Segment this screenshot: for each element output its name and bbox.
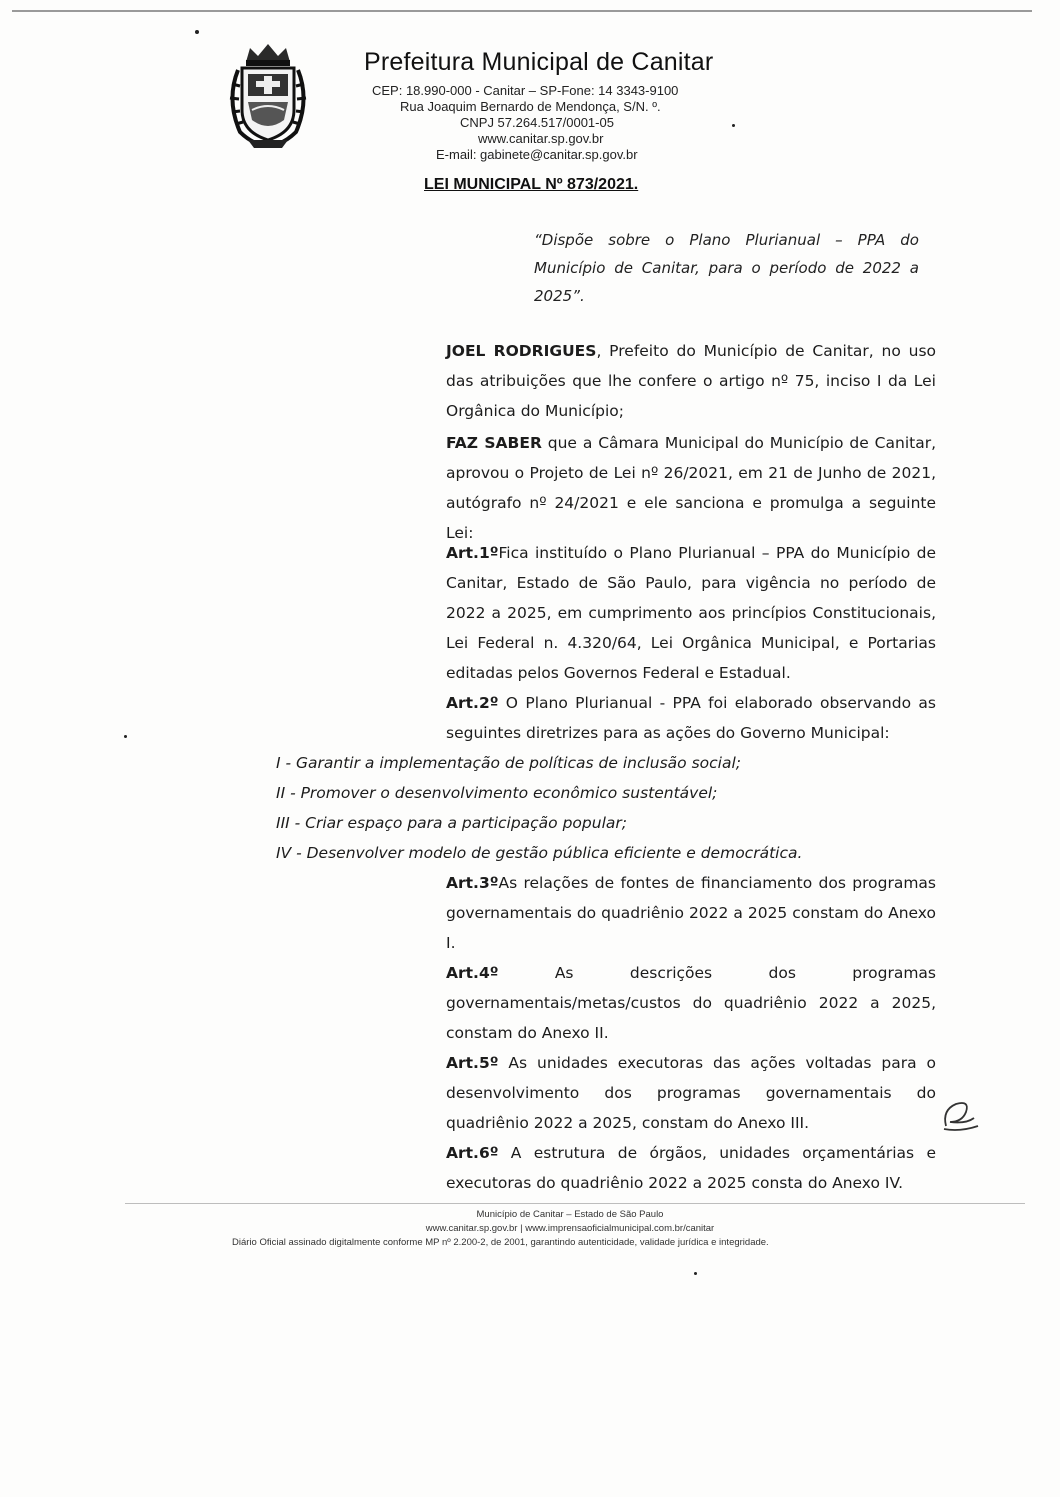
top-rule — [12, 10, 1032, 12]
address-line-cep: CEP: 18.990-000 - Canitar – SP-Fone: 14 3343-9100 — [372, 83, 679, 98]
article-6-label: Art.6º — [446, 1144, 499, 1162]
article-5-text: As unidades executoras das ações voltadas para o desenvolvimento dos programas governamentais do quadriênio 2022 a 2025, constam do Anexo III. — [446, 1054, 936, 1132]
article-1 — [216, 538, 936, 688]
org-name: Prefeitura Municipal de Canitar — [364, 48, 714, 76]
article-5-label: Art.5º — [446, 1054, 499, 1072]
preamble-paragraph — [216, 336, 936, 426]
articles — [216, 538, 936, 1198]
footer-municipality: Município de Canitar – Estado de São Paulo — [476, 1209, 664, 1220]
article-4-label: Art.4º — [446, 964, 499, 982]
article-1-text: Fica instituído o Plano Plurianual – PPA do Município de Canitar, Estado de São Paulo, para vigência no período de 2022 a 2025, em cumprimento aos princípios Constitucionais, Lei Federal n. 4.320/64, Lei Orgânica Municipal, e Portarias editadas pelos Governos Federal e Estadual. — [446, 544, 936, 682]
preamble-text: , Prefeito do Município de Canitar, no uso das atribuições que lhe confere o artigo nº 75, inciso I da Lei Orgânica do Município; — [446, 342, 937, 420]
law-ementa: “Dispõe sobre o Plano Plurianual – PPA do Município de Canitar, para o período de 2022 a 2025”. — [534, 231, 919, 305]
article-3 — [216, 868, 936, 958]
directive-item: IV - Desenvolver modelo de gestão pública eficiente e democrática. — [276, 844, 803, 862]
footer-links: www.canitar.sp.gov.br | www.imprensaoficialmunicipal.com.br/canitar — [425, 1223, 715, 1234]
mayor-name: JOEL RODRIGUES — [446, 342, 597, 360]
scan-speck — [694, 1272, 697, 1275]
article-6-text: A estrutura de órgãos, unidades orçamentárias e executoras do quadriênio 2022 a 2025 consta do Anexo IV. — [446, 1144, 936, 1192]
address-line-website: www.canitar.sp.gov.br — [478, 131, 604, 146]
article-3-label: Art.3º — [446, 874, 499, 892]
directive-item: I - Garantir a implementação de políticas de inclusão social; — [276, 754, 742, 772]
letterhead — [360, 48, 780, 163]
faz-saber-paragraph — [216, 428, 936, 548]
address-line-cnpj: CNPJ 57.264.517/0001-05 — [460, 115, 614, 130]
article-4 — [216, 958, 936, 1048]
address-line-email: E-mail: gabinete@canitar.sp.gov.br — [436, 147, 638, 162]
preamble — [216, 336, 936, 548]
law-title: LEI MUNICIPAL Nº 873/2021. — [424, 176, 639, 193]
faz-saber-label: FAZ SABER — [446, 434, 542, 452]
footer-signature-note: Diário Oficial assinado digitalmente conforme MP nº 2.200-2, de 2001, garantindo autenticidade, validade jurídica e integridade. — [232, 1237, 769, 1248]
directive-item: III - Criar espaço para a participação popular; — [276, 814, 627, 832]
article-3-text: As relações de fontes de financiamento dos programas governamentais do quadriênio 2022 a 2025 constam do Anexo I. — [446, 874, 936, 952]
signature-initial-icon — [936, 1096, 982, 1134]
address-line-street: Rua Joaquim Bernardo de Mendonça, S/N. º. — [400, 99, 661, 114]
article-2-label: Art.2º — [446, 694, 499, 712]
scan-speck — [124, 735, 127, 738]
coat-of-arms-icon — [218, 40, 318, 152]
faz-saber-text: que a Câmara Municipal do Município de Canitar, aprovou o Projeto de Lei nº 26/2021, em 21 de Junho de 2021, autógrafo nº 24/2021 e ele sanciona e promulga a seguinte Lei: — [446, 434, 936, 542]
footer — [180, 1208, 960, 1250]
article-4-text: As descrições dos programas governamentais/metas/custos do quadriênio 2022 a 2025, constam do Anexo II. — [446, 964, 936, 1042]
directive-item: II - Promover o desenvolvimento econômico sustentável; — [276, 784, 718, 802]
article-2 — [216, 688, 936, 748]
article-5 — [216, 1048, 936, 1138]
article-2-text: O Plano Plurianual - PPA foi elaborado observando as seguintes diretrizes para as ações do Governo Municipal: — [446, 694, 936, 742]
scan-speck — [195, 30, 199, 34]
article-1-label: Art.1º — [446, 544, 499, 562]
footer-rule — [125, 1203, 1025, 1204]
article-6 — [216, 1138, 936, 1198]
